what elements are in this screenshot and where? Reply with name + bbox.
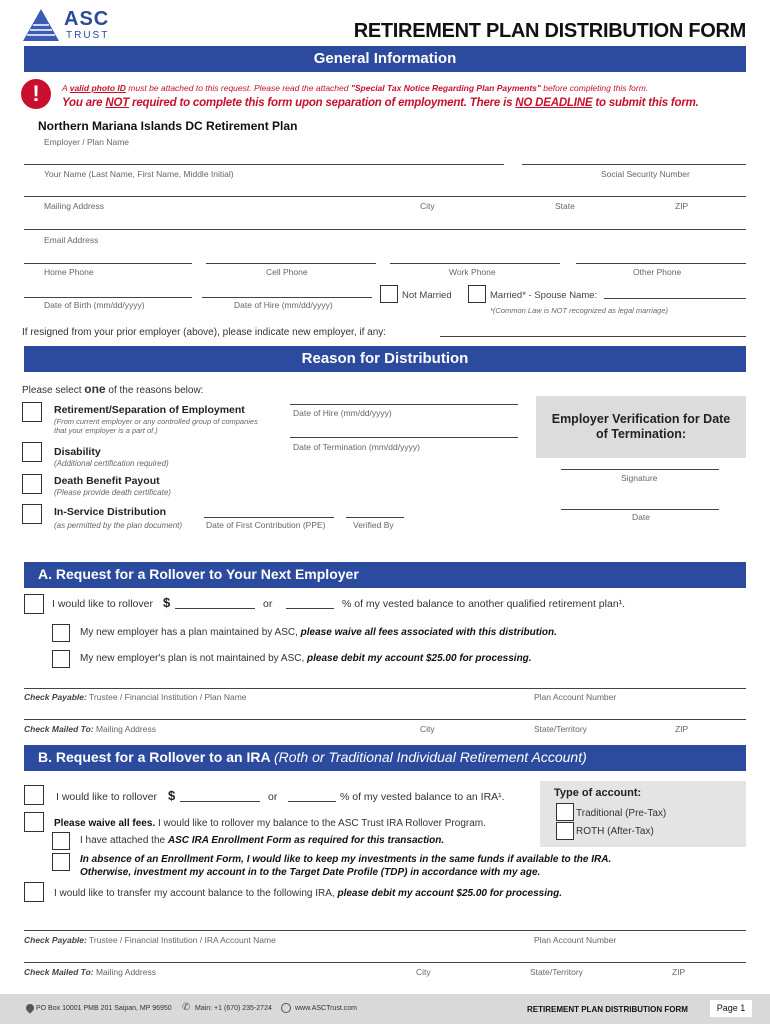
section-a-opt2-checkbox[interactable] — [52, 650, 70, 668]
disability-checkbox[interactable] — [22, 442, 42, 462]
transfer-b: please debit my account $25.00 for processing. — [337, 888, 563, 899]
section-b-absence-1: In absence of an Enrollment Form, I would like to keep my investments in the same funds if available to the IRA. — [80, 854, 612, 865]
section-b-payable-label — [24, 935, 276, 945]
account-type-label: Type of account: — [554, 787, 642, 799]
work-phone-field[interactable] — [390, 263, 560, 264]
reason-title: Reason for Distribution — [301, 350, 469, 367]
attached-b: ASC IRA Enrollment Form as required for this transaction. — [167, 835, 445, 846]
traditional-checkbox[interactable] — [556, 803, 574, 821]
notice2-e: to submit this form. — [592, 97, 699, 109]
section-a-opt1-checkbox[interactable] — [52, 624, 70, 642]
traditional-label: Traditional (Pre-Tax) — [576, 808, 667, 819]
not-married-label: Not Married — [402, 290, 452, 301]
section-a-state-label: State/Territory — [534, 724, 587, 734]
verified-by-field[interactable] — [346, 517, 404, 518]
general-info-header — [24, 46, 746, 72]
transfer-a: I would like to transfer my account balance to the following IRA, — [54, 888, 338, 899]
retirement-checkbox[interactable] — [22, 402, 42, 422]
section-a-percent-field[interactable] — [286, 608, 334, 609]
footer-page: Page 1 — [710, 1000, 752, 1017]
dob-field[interactable] — [24, 297, 192, 298]
waive-a: Please waive all fees. — [54, 818, 156, 829]
section-a-zip-label: ZIP — [675, 724, 689, 734]
date-hire-label: Date of Hire (mm/dd/yyyy) — [293, 408, 392, 418]
opt1-b: please waive all fees associated with this distribution. — [300, 627, 557, 638]
ssn-label: Social Security Number — [601, 169, 690, 179]
name-label: Your Name (Last Name, First Name, Middle Initial) — [44, 169, 234, 179]
section-a-title: A. Request for a Rollover to Your Next Employer — [38, 566, 359, 582]
footer-phone: Main: +1 (670) 235-2724 — [195, 1005, 272, 1012]
section-b-percent-field[interactable] — [288, 801, 336, 802]
section-b-title — [38, 749, 587, 765]
section-b-waive-label — [54, 818, 486, 829]
section-a-header — [24, 562, 746, 588]
a-mailed-b: Check Mailed To: — [24, 724, 94, 734]
not-married-checkbox[interactable] — [380, 285, 398, 303]
footer — [0, 994, 770, 1024]
inservice-label: In-Service Distribution — [54, 506, 167, 518]
section-b-waive-checkbox[interactable] — [24, 812, 44, 832]
section-b-city-label: City — [416, 967, 431, 977]
disability-label: Disability — [54, 446, 101, 458]
reason-header — [24, 346, 746, 372]
notice2-b: NOT — [105, 97, 130, 109]
select-b: one — [84, 382, 106, 396]
disability-note: (Additional certification required) — [54, 459, 169, 468]
death-benefit-label: Death Benefit Payout — [54, 475, 160, 487]
inservice-checkbox[interactable] — [22, 504, 42, 524]
logo-triangle-icon — [22, 8, 60, 42]
b-header-b: (Roth or Traditional Individual Retirement Account) — [273, 749, 587, 765]
state-label: State — [555, 201, 575, 211]
death-benefit-checkbox[interactable] — [22, 474, 42, 494]
section-b-plan-acct-label: Plan Account Number — [534, 935, 617, 945]
date-term-label: Date of Termination (mm/dd/yyyy) — [293, 442, 420, 452]
section-b-zip-label: ZIP — [672, 967, 686, 977]
phone-icon: ✆ — [182, 1002, 191, 1013]
date-term-field[interactable] — [290, 437, 518, 438]
name-field[interactable] — [24, 164, 504, 165]
verif-date-field[interactable] — [561, 509, 719, 510]
section-b-mailed-label — [24, 967, 156, 977]
opt2-a: My new employer's plan is not maintained by ASC, — [80, 653, 308, 664]
other-phone-field[interactable] — [576, 263, 746, 264]
other-phone-label: Other Phone — [633, 267, 682, 277]
section-a-city-label: City — [420, 724, 435, 734]
verif-date-label: Date — [632, 512, 650, 522]
section-b-percent-text: % of my vested balance to an IRA¹. — [340, 791, 505, 803]
general-info-title: General Information — [313, 50, 457, 67]
section-a-amount-field[interactable] — [175, 608, 255, 609]
married-checkbox[interactable] — [468, 285, 486, 303]
section-b-amount-field[interactable] — [180, 801, 260, 802]
date-hire-field[interactable] — [290, 404, 518, 405]
section-a-dollar: $ — [163, 595, 171, 610]
section-b-header — [24, 745, 746, 771]
logo — [22, 8, 112, 44]
logo-name: ASC — [64, 8, 110, 30]
b-payable-b: Check Payable: — [24, 935, 87, 945]
section-a-mailed-label — [24, 724, 156, 734]
notice1-b: valid photo ID — [69, 83, 126, 93]
doh-label: Date of Hire (mm/dd/yyyy) — [234, 300, 333, 310]
first-contrib-label: Date of First Contribution (PPE) — [206, 520, 326, 530]
plan-name: Northern Mariana Islands DC Retirement Plan — [38, 119, 298, 133]
ssn-field[interactable] — [522, 164, 746, 165]
a-payable-c: Trustee / Financial Institution / Plan Name — [86, 692, 247, 702]
section-b-transfer-checkbox[interactable] — [24, 882, 44, 902]
section-a-opt2 — [80, 653, 532, 664]
section-a-payable-field[interactable] — [24, 688, 746, 689]
section-b-absence-2: Otherwise, investment my account in to the Target Date Profile (TDP) in accordance with my age. — [80, 867, 541, 878]
verified-by-label: Verified By — [353, 520, 394, 530]
b-payable-c: Trustee / Financial Institution / IRA Account Name — [86, 935, 276, 945]
section-a-rollover-checkbox[interactable] — [24, 594, 44, 614]
footer-form-name: RETIREMENT PLAN DISTRIBUTION FORM — [527, 1005, 688, 1014]
section-a-mailed-field[interactable] — [24, 719, 746, 720]
a-mailed-c: Mailing Address — [93, 724, 156, 734]
notice2-d: NO DEADLINE — [515, 97, 593, 109]
a-payable-b: Check Payable: — [24, 692, 87, 702]
select-c: of the reasons below: — [105, 385, 204, 396]
section-b-payable-field[interactable] — [24, 930, 746, 931]
spouse-name-field[interactable] — [604, 298, 746, 299]
section-b-mailed-field[interactable] — [24, 962, 746, 963]
section-b-transfer-label — [54, 888, 562, 899]
notice-not-required — [62, 97, 699, 109]
opt1-a: My new employer has a plan maintained by ASC, — [80, 627, 301, 638]
email-field[interactable] — [24, 229, 746, 230]
married-label: Married* - Spouse Name: — [490, 290, 598, 301]
section-a-opt1 — [80, 627, 557, 638]
death-benefit-note: (Please provide death certificate) — [54, 488, 171, 497]
retirement-note: (From current employer or any controlled group of companies that your employer is a part of.) — [54, 417, 258, 435]
section-b-or: or — [268, 791, 278, 803]
alert-icon: ! — [21, 79, 51, 109]
select-one-label — [22, 382, 203, 396]
b-mailed-c: Mailing Address — [93, 967, 156, 977]
roth-label: ROTH (After-Tax) — [576, 826, 654, 837]
doh-field[interactable] — [202, 297, 372, 298]
section-b-attached-label — [80, 835, 444, 846]
employer-verification-box — [536, 396, 746, 458]
logo-sub: TRUST — [66, 30, 110, 41]
cell-phone-field[interactable] — [206, 263, 376, 264]
dob-label: Date of Birth (mm/dd/yyyy) — [44, 300, 145, 310]
notice2-a: You are — [62, 97, 106, 109]
notice-photo-id — [62, 83, 648, 93]
b-header-a: B. Request for a Rollover to an IRA — [38, 749, 274, 765]
section-b-rollover-checkbox[interactable] — [24, 785, 44, 805]
common-law-note: *(Common Law is NOT recognized as legal marriage) — [490, 306, 668, 315]
email-label: Email Address — [44, 235, 99, 245]
home-phone-label: Home Phone — [44, 267, 94, 277]
mailing-address-field[interactable] — [24, 196, 746, 197]
section-a-payable-label — [24, 692, 247, 702]
attached-a: I have attached the — [80, 835, 168, 846]
notice1-e: before completing this form. — [540, 83, 649, 93]
select-a: Please select — [22, 385, 85, 396]
footer-address: PO Box 10001 PMB 201 Saipan, MP 96950 — [36, 1005, 172, 1012]
resigned-label: If resigned from your prior employer (above), please indicate new employer, if any: — [22, 327, 387, 338]
new-employer-field[interactable] — [440, 336, 746, 337]
section-b-rollover-label: I would like to rollover — [56, 791, 157, 803]
cell-phone-label: Cell Phone — [266, 267, 308, 277]
globe-icon — [281, 1003, 291, 1013]
section-a-plan-acct-label: Plan Account Number — [534, 692, 617, 702]
retirement-label: Retirement/Separation of Employment — [54, 404, 245, 416]
section-b-state-label: State/Territory — [530, 967, 583, 977]
b-mailed-b: Check Mailed To: — [24, 967, 94, 977]
form-title: RETIREMENT PLAN DISTRIBUTION FORM — [353, 20, 746, 42]
location-icon — [24, 1002, 35, 1013]
employer-verification-title: Employer Verification for Date of Termination: — [551, 412, 731, 441]
roth-checkbox[interactable] — [556, 822, 574, 840]
zip-label: ZIP — [675, 201, 689, 211]
section-a-percent-text: % of my vested balance to another qualified retirement plan¹. — [342, 598, 626, 610]
work-phone-label: Work Phone — [449, 267, 496, 277]
mailing-label: Mailing Address — [44, 201, 105, 211]
signature-field[interactable] — [561, 469, 719, 470]
notice1-c: must be attached to this request. Please read the attached — [125, 83, 351, 93]
account-type-box — [540, 781, 746, 847]
city-label: City — [420, 201, 435, 211]
notice2-c: required to complete this form upon separation of employment. There is — [129, 97, 516, 109]
home-phone-field[interactable] — [24, 263, 192, 264]
waive-b: I would like to rollover my balance to the ASC Trust IRA Rollover Program. — [155, 818, 486, 829]
footer-web[interactable]: www.ASCTrust.com — [295, 1005, 357, 1012]
section-b-absence-checkbox[interactable] — [52, 853, 70, 871]
opt2-b: please debit my account $25.00 for processing. — [307, 653, 532, 664]
signature-label: Signature — [621, 473, 658, 483]
section-b-dollar: $ — [168, 788, 176, 803]
section-a-or: or — [263, 598, 273, 610]
section-b-attached-checkbox[interactable] — [52, 832, 70, 850]
employer-label: Employer / Plan Name — [44, 137, 130, 147]
first-contrib-field[interactable] — [204, 517, 334, 518]
inservice-note: (as permitted by the plan document) — [54, 521, 183, 530]
section-a-rollover-label: I would like to rollover — [52, 598, 153, 610]
notice1-d: "Special Tax Notice Regarding Plan Payments" — [350, 83, 541, 93]
notice1-a: A — [62, 83, 70, 93]
